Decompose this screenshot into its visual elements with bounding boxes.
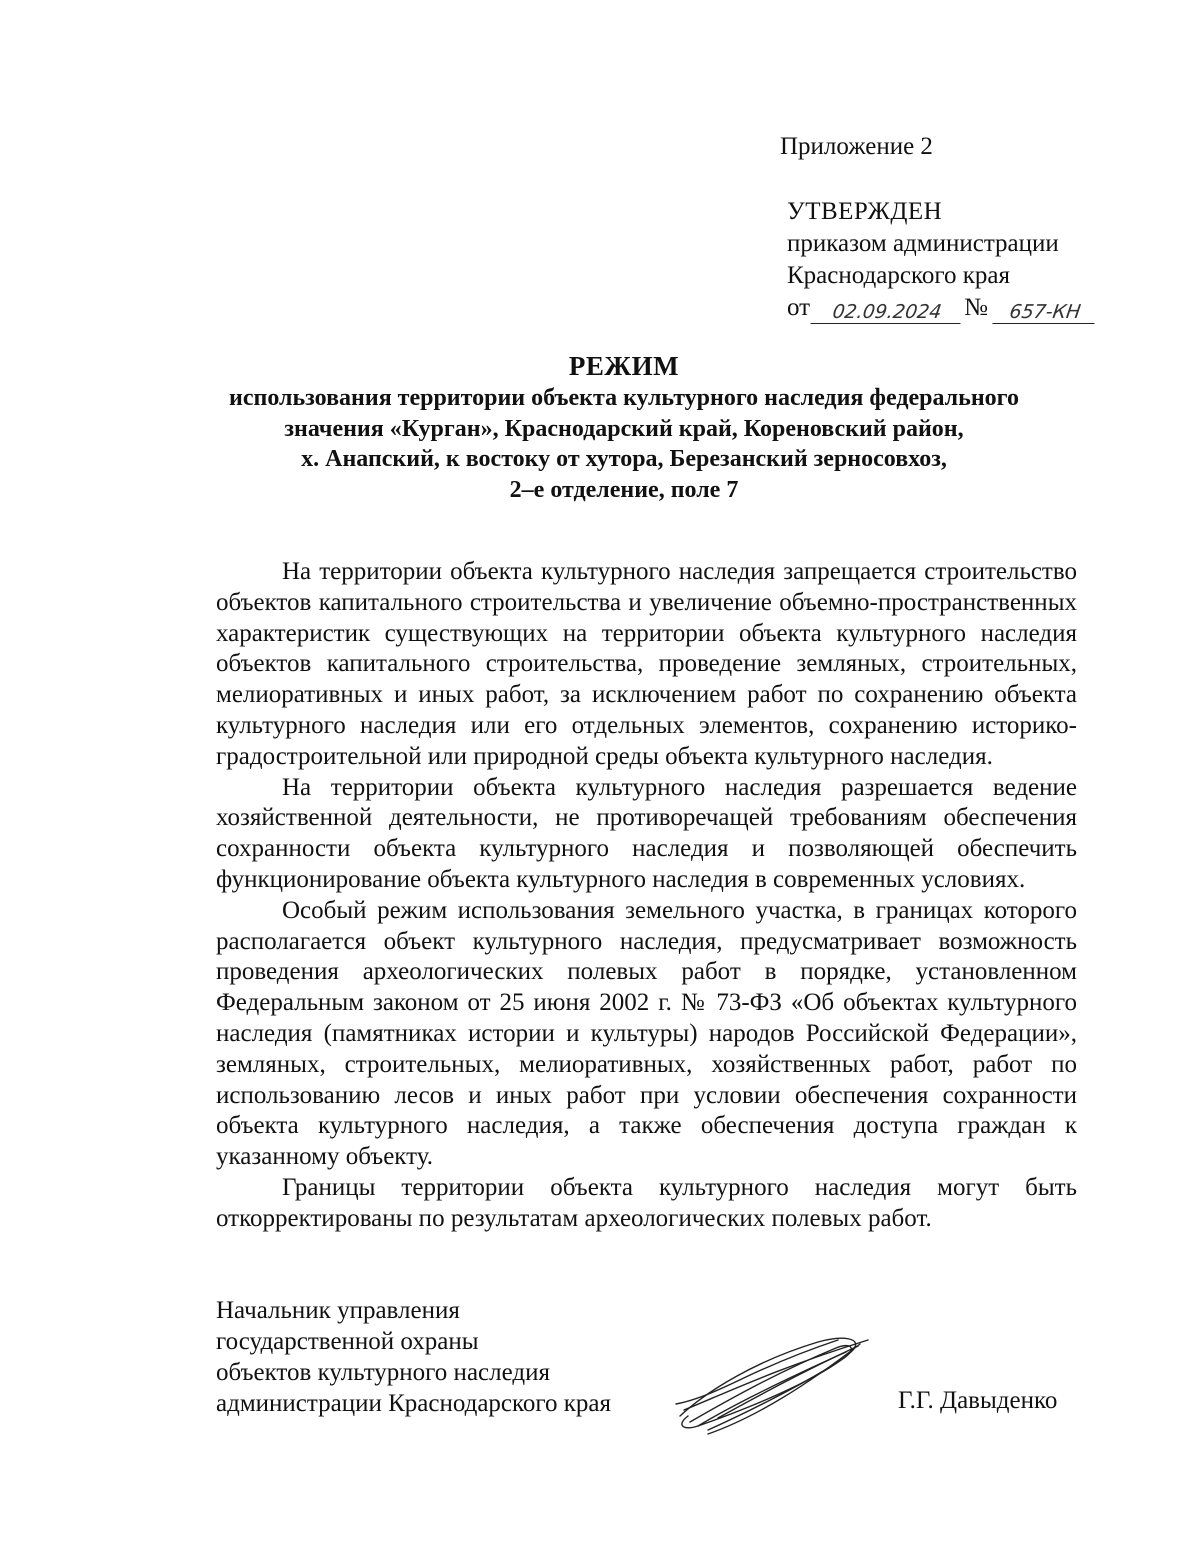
- handwritten-date: 02.09.2024: [810, 301, 963, 324]
- date-prefix: от: [787, 294, 811, 321]
- signatory-position-line: Начальник управления: [216, 1297, 460, 1324]
- document-body: [216, 557, 1077, 1235]
- body-paragraph: Особый режим использования земельного участка, в границах которого располагается объект культурного наследия, предусматривает возможность проведения археологических полевых работ в порядке, установленном Федеральным законом от 25 июня 2002 г. № 73-ФЗ «Об объектах культурного наследия (памятниках истории и культуры) народов Российской Федерации», земляных, строительных, мелиоративных, хозяйственных работ, работ по использованию лесов и иных работ при условии обеспечения сохранности объекта культурного наследия, а также обеспечения доступа граждан к указанному объекту.: [216, 896, 1077, 1171]
- document-title: РЕЖИМ: [568, 351, 680, 381]
- body-paragraph: Границы территории объекта культурного наследия могут быть откорректированы по результатам археологических полевых работ.: [216, 1173, 1077, 1232]
- body-paragraph: На территории объекта культурного наследия запрещается строительство объектов капитального строительства и увеличение объемно-пространственных характеристик существующих на территории объекта культурного наследия объектов капитального строительства, проведение земляных, строительных, мелиоративных и иных работ, за исключением работ по сохранению объекта культурного наследия или его отдельных элементов, сохранению историко-градостроительной или природной среды объекта культурного наследия.: [216, 558, 1077, 770]
- approval-date-line: [787, 292, 1096, 324]
- handwritten-signature: [668, 1330, 878, 1440]
- approval-title: УТВЕРЖДЕН: [787, 198, 943, 225]
- signatory-position-line: государственной охраны: [216, 1328, 479, 1355]
- signatory-position-line: администрации Краснодарского края: [216, 1390, 612, 1417]
- document-heading: [200, 349, 1048, 505]
- heading-subtitle-line: значения «Курган», Краснодарский край, Кореновский район,: [284, 415, 964, 442]
- handwritten-number: 657-КН: [992, 301, 1097, 324]
- heading-subtitle-line: х. Анапский, к востоку от хутора, Березанский зерносовхоз,: [301, 446, 947, 472]
- heading-subtitle-line: использования территории объекта культурного наследия федерального: [229, 385, 1019, 411]
- approval-line-1: приказом администрации: [787, 230, 1059, 257]
- approval-stamp: [787, 196, 1096, 324]
- annex-label: Приложение 2: [780, 133, 933, 160]
- heading-subtitle-line: 2–е отделение, поле 7: [509, 476, 739, 503]
- signatory-position: [216, 1295, 611, 1419]
- signatory-name: Г.Г. Давыденко: [898, 1387, 1058, 1414]
- body-paragraph: На территории объекта культурного наследия разрешается ведение хозяйственной деятельности, не противоречащей требованиям обеспечения сохранности объекта культурного наследия и позволяющей обеспечить функционирование объекта культурного наследия в современных условиях.: [216, 773, 1077, 893]
- number-prefix: №: [964, 294, 988, 321]
- approval-line-2: Краснодарского края: [787, 262, 1010, 289]
- signatory-position-line: объектов культурного наследия: [216, 1359, 550, 1386]
